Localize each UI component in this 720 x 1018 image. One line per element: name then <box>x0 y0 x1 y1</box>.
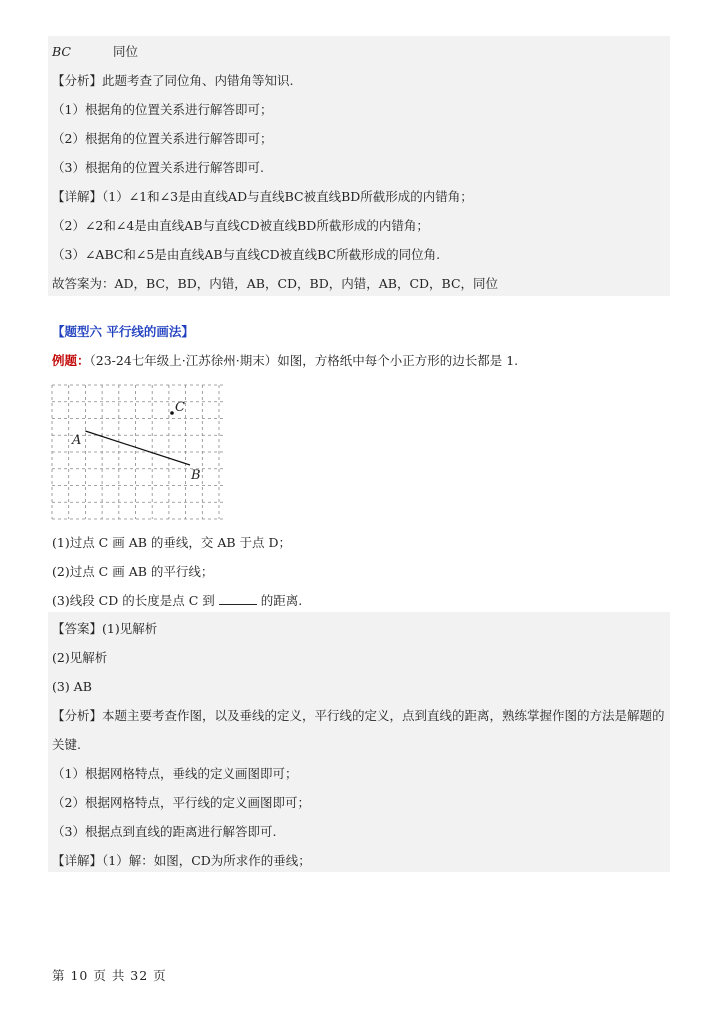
point-c <box>170 411 174 415</box>
step-2: （2）根据角的位置关系进行解答即可； <box>52 131 273 146</box>
detail-2: （2）∠2和∠4是由直线AB与直线CD被直线BD所截形成的内错角； <box>52 218 429 233</box>
step-1: （1）根据角的位置关系进行解答即可； <box>52 102 273 117</box>
bottom-step-3: （3）根据点到直线的距离进行解答即可. <box>52 824 277 839</box>
segment-ab <box>85 431 190 465</box>
answer-line-bc <box>52 44 138 60</box>
bottom-step-1: （1）根据网格特点，垂线的定义画图即可； <box>52 766 298 781</box>
label-b: B <box>191 468 201 483</box>
example-line <box>52 353 518 369</box>
bottom-detail: 【详解】（1）解：如图，CD为所求作的垂线； <box>52 853 311 868</box>
question-3-suffix: 的距离. <box>260 593 303 608</box>
answer-2: (2)见解析 <box>52 650 108 665</box>
label-c: C <box>175 400 185 415</box>
page-footer: 第 10 页 共 32 页 <box>52 968 167 983</box>
answer-blank[interactable] <box>219 593 257 605</box>
answer-3: (3) AB <box>52 679 92 694</box>
question-1: (1)过点 C 画 AB 的垂线，交 AB 于点 D； <box>52 535 292 550</box>
question-2: (2)过点 C 画 AB 的平行线； <box>52 564 214 579</box>
label-a: A <box>72 433 82 448</box>
final-answers: 故答案为：AD，BC，BD，内错，AB，CD，BD，内错，AB，CD，BC，同位 <box>52 276 499 291</box>
question-3 <box>52 593 302 609</box>
grid-figure <box>48 380 228 522</box>
question-3-text: (3)线段 CD 的长度是点 C 到 <box>52 593 215 608</box>
analysis-line-2: 关键. <box>52 737 81 752</box>
example-label: 例题： <box>52 353 90 368</box>
section-title: 【题型六 平行线的画法】 <box>52 324 194 339</box>
answer-same-side: 同位 <box>112 44 138 59</box>
detail-3: （3）∠ABC和∠5是由直线AB与直线CD被直线BC所截形成的同位角. <box>52 247 441 262</box>
example-text: （23-24七年级上·江苏徐州·期末）如图，方格纸中每个小正方形的边长都是 1. <box>89 353 519 368</box>
segment-bc: BC <box>52 44 71 59</box>
answer-1: 【答案】(1)见解析 <box>52 621 158 636</box>
bottom-step-2: （2）根据网格特点，平行线的定义画图即可； <box>52 795 310 810</box>
grid-lines <box>52 385 224 519</box>
analysis-text: 【分析】此题考查了同位角、内错角等知识. <box>52 73 294 88</box>
step-3: （3）根据角的位置关系进行解答即可. <box>52 160 264 175</box>
detail-1: 【详解】（1）∠1和∠3是由直线AD与直线BC被直线BD所截形成的内错角； <box>52 189 473 204</box>
analysis-line-1: 【分析】本题主要考查作图，以及垂线的定义，平行线的定义，点到直线的距离，熟练掌握作图的方法是解题的 <box>52 708 665 723</box>
